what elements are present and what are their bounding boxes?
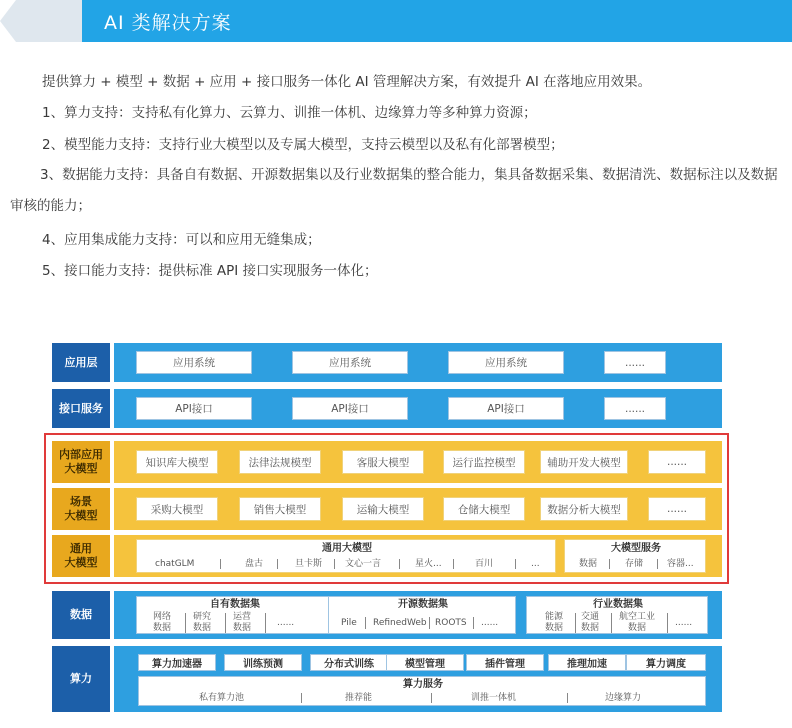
item-app: 4、应用集成能力支持：可以和应用无缝集成； bbox=[42, 232, 321, 248]
separator bbox=[609, 559, 610, 569]
page-title: AI 类解决方案 bbox=[104, 12, 232, 34]
layer-band-data bbox=[114, 591, 722, 639]
separator bbox=[431, 693, 432, 703]
own-dataset-title: 自有数据集 bbox=[210, 599, 260, 610]
layer-label-internal: 内部应用 大模型 bbox=[52, 441, 110, 483]
internal-model-cell: 运行监控模型 bbox=[443, 450, 525, 474]
internal-model-cell: 知识库大模型 bbox=[136, 450, 218, 474]
separator bbox=[365, 617, 366, 629]
industry-dataset-item: 交通 数据 bbox=[581, 612, 600, 633]
internal-model-cell: 法律法规模型 bbox=[239, 450, 321, 474]
separator bbox=[515, 559, 516, 569]
open-dataset-item: ROOTS bbox=[435, 618, 467, 628]
separator bbox=[667, 613, 668, 633]
app-system-cell: 应用系统 bbox=[292, 351, 408, 374]
layer-band-scene bbox=[114, 488, 722, 530]
compute-feature-cell: 推理加速 bbox=[548, 654, 626, 671]
intro-paragraph: 提供算力 + 模型 + 数据 + 应用 + 接口服务一体化 AI 管理解决方案，有效提升 AI 在落地应用效果。 bbox=[42, 74, 652, 90]
separator bbox=[611, 613, 612, 633]
general-model-box bbox=[136, 539, 556, 573]
scene-model-cell: 仓储大模型 bbox=[443, 497, 525, 521]
compute-service-box bbox=[138, 676, 706, 706]
general-model-item: 盘古 bbox=[245, 559, 264, 569]
model-layer-highlight-frame bbox=[44, 433, 729, 584]
industry-dataset-title: 行业数据集 bbox=[593, 599, 643, 610]
general-model-item: 星火... bbox=[415, 559, 442, 569]
separator bbox=[453, 559, 454, 569]
section-header bbox=[0, 0, 792, 42]
header-grey-block bbox=[16, 0, 82, 42]
separator bbox=[220, 559, 221, 569]
compute-feature-cell: 分布式训练 bbox=[310, 654, 388, 671]
layer-label-general: 通用 大模型 bbox=[52, 535, 110, 577]
general-model-item: 文心一言 bbox=[345, 559, 382, 569]
separator bbox=[277, 559, 278, 569]
item-compute: 1、算力支持：支持私有化算力、云算力、训推一体机、边缘算力等多种算力资源； bbox=[42, 105, 537, 121]
open-dataset-box bbox=[328, 596, 516, 634]
app-system-cell: 应用系统 bbox=[136, 351, 252, 374]
separator bbox=[429, 617, 430, 629]
model-service-item: 容器... bbox=[667, 559, 694, 569]
layer-label-data: 数据 bbox=[52, 591, 110, 639]
scene-model-cell: 运输大模型 bbox=[342, 497, 424, 521]
separator bbox=[301, 693, 302, 703]
general-model-item: 百川 bbox=[475, 559, 494, 569]
scene-model-cell: 数据分析大模型 bbox=[540, 497, 628, 521]
scene-model-cell: 采购大模型 bbox=[136, 497, 218, 521]
model-service-box bbox=[564, 539, 706, 573]
internal-more-cell: ...... bbox=[648, 450, 706, 474]
scene-more-cell: ...... bbox=[648, 497, 706, 521]
separator bbox=[575, 613, 576, 633]
layer-label-api: 接口服务 bbox=[52, 389, 110, 428]
separator bbox=[334, 559, 335, 569]
api-more-cell: ...... bbox=[604, 397, 666, 420]
model-service-item: 存储 bbox=[625, 559, 644, 569]
app-system-cell: 应用系统 bbox=[448, 351, 564, 374]
compute-feature-cell: 训练预测 bbox=[224, 654, 302, 671]
layer-band-api bbox=[114, 389, 722, 428]
separator bbox=[399, 559, 400, 569]
compute-service-item: 训推一体机 bbox=[471, 693, 517, 703]
compute-service-item: 边缘算力 bbox=[605, 693, 642, 703]
open-dataset-title: 开源数据集 bbox=[398, 599, 448, 610]
own-dataset-item: ...... bbox=[277, 618, 295, 628]
industry-dataset-box bbox=[526, 596, 708, 634]
open-dataset-item: RefinedWeb bbox=[373, 618, 427, 628]
compute-feature-cell: 算力加速器 bbox=[138, 654, 216, 671]
item-model: 2、模型能力支持：支持行业大模型以及专属大模型，支持云模型以及私有化部署模型； bbox=[42, 137, 564, 153]
item-api: 5、接口能力支持：提供标准 API 接口实现服务一体化； bbox=[42, 263, 378, 279]
general-model-item: 旦卡斯 bbox=[295, 559, 323, 569]
internal-model-cell: 客服大模型 bbox=[342, 450, 424, 474]
layer-band-internal bbox=[114, 441, 722, 483]
own-dataset-item: 研究 数据 bbox=[193, 612, 212, 633]
app-more-cell: ...... bbox=[604, 351, 666, 374]
layer-band-general bbox=[114, 535, 722, 577]
compute-feature-cell: 插件管理 bbox=[466, 654, 544, 671]
layer-label-app: 应用层 bbox=[52, 343, 110, 382]
separator bbox=[473, 617, 474, 629]
api-interface-cell: API接口 bbox=[136, 397, 252, 420]
industry-dataset-item: ...... bbox=[675, 618, 693, 628]
header-arrow-decoration bbox=[0, 0, 16, 42]
compute-feature-cell: 算力调度 bbox=[626, 654, 706, 671]
internal-model-cell: 辅助开发大模型 bbox=[540, 450, 628, 474]
model-service-item: 数据 bbox=[579, 559, 598, 569]
separator bbox=[657, 559, 658, 569]
separator bbox=[567, 693, 568, 703]
layer-label-scene: 场景 大模型 bbox=[52, 488, 110, 530]
industry-dataset-item: 航空工业 数据 bbox=[619, 612, 656, 633]
own-dataset-item: 网络 数据 bbox=[153, 612, 172, 633]
item-data: 3、数据能力支持：具备自有数据、开源数据集以及行业数据集的整合能力，集具备数据采集、数据清洗、数据标注以及数据审核的能力； bbox=[10, 167, 778, 214]
compute-service-item: 私有算力池 bbox=[199, 693, 245, 703]
separator bbox=[225, 613, 226, 633]
scene-model-cell: 销售大模型 bbox=[239, 497, 321, 521]
api-interface-cell: API接口 bbox=[292, 397, 408, 420]
open-dataset-item: ...... bbox=[481, 618, 499, 628]
separator bbox=[185, 613, 186, 633]
general-model-item: ... bbox=[531, 559, 540, 569]
compute-service-title: 算力服务 bbox=[403, 679, 443, 690]
general-model-title: 通用大模型 bbox=[322, 543, 372, 554]
layer-label-compute: 算力 bbox=[52, 646, 110, 712]
open-dataset-item: Pile bbox=[341, 618, 357, 628]
api-interface-cell: API接口 bbox=[448, 397, 564, 420]
compute-feature-cell: 模型管理 bbox=[386, 654, 464, 671]
model-service-title: 大模型服务 bbox=[611, 543, 661, 554]
own-dataset-item: 运营 数据 bbox=[233, 612, 252, 633]
separator bbox=[265, 613, 266, 633]
layer-band-app bbox=[114, 343, 722, 382]
own-dataset-box bbox=[136, 596, 332, 634]
layer-band-compute bbox=[114, 646, 722, 712]
industry-dataset-item: 能源 数据 bbox=[545, 612, 564, 633]
general-model-item: chatGLM bbox=[155, 559, 195, 569]
compute-service-item: 推荐能 bbox=[345, 693, 373, 703]
